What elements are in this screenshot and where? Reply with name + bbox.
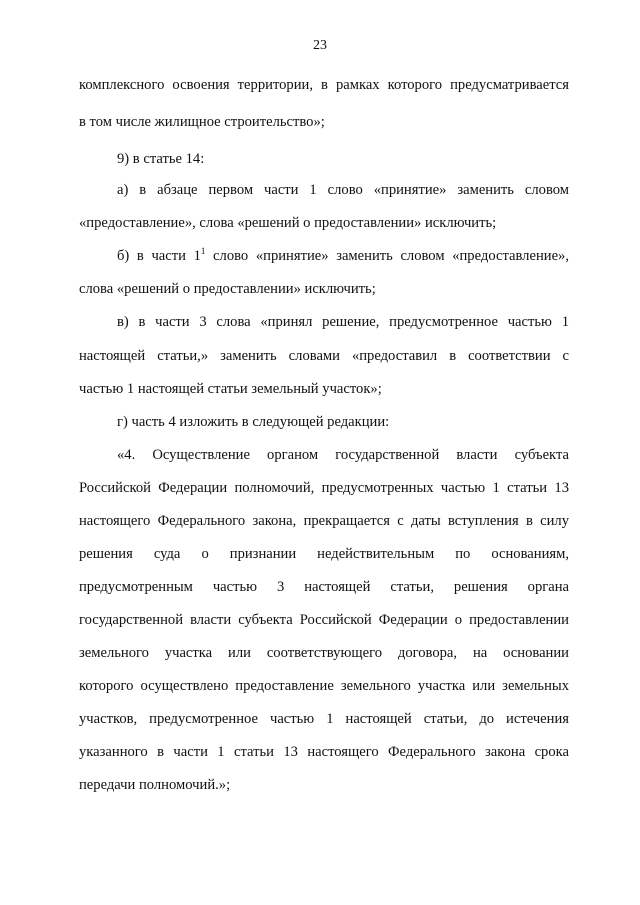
text-line: в) в части 3 слова «принял решение, предусмотренное частью 1	[117, 314, 569, 330]
text-line: а) в абзаце первом части 1 слово «принятие» заменить словом	[117, 182, 569, 198]
text-fragment: слово «принятие» заменить словом «предоставление»,	[205, 248, 569, 264]
page-number: 23	[313, 38, 327, 53]
list-item-heading: 9) в статье 14:	[117, 151, 205, 167]
text-line: указанного в части 1 статьи 13 настоящего Федерального закона срока	[79, 744, 569, 760]
text-line: участков, предусмотренное частью 1 настоящей статьи, до истечения	[79, 711, 569, 727]
text-line: «предоставление», слова «решений о предоставлении» исключить;	[79, 215, 497, 231]
text-line: частью 1 настоящей статьи земельный участок»;	[79, 381, 382, 397]
text-line: настоящего Федерального закона, прекращается с даты вступления в силу	[79, 513, 569, 529]
superscript: 1	[200, 246, 206, 257]
text-line: решения суда о признании недействительным по основаниям,	[79, 546, 569, 562]
text-fragment: б) в части 1	[117, 248, 201, 264]
text-line: в том числе жилищное строительство»;	[79, 114, 325, 130]
text-line: государственной власти субъекта Российской Федерации о предоставлении	[79, 612, 569, 628]
text-line: настоящей статьи,» заменить словами «предоставил в соответствии с	[79, 348, 569, 364]
text-line: слова «решений о предоставлении» исключить;	[79, 281, 376, 297]
text-line: г) часть 4 изложить в следующей редакции:	[117, 414, 390, 430]
text-line: Российской Федерации полномочий, предусмотренных частью 1 статьи 13	[79, 480, 569, 496]
text-line: передачи полномочий.»;	[79, 777, 231, 793]
text-line: предусмотренным частью 3 настоящей статьи, решения органа	[79, 579, 569, 595]
text-line: земельного участка или соответствующего договора, на основании	[79, 645, 569, 661]
text-line-with-superscript	[117, 247, 569, 265]
text-line: «4. Осуществление органом государственной власти субъекта	[117, 447, 569, 463]
text-line: комплексного освоения территории, в рамках которого предусматривается	[79, 77, 569, 93]
text-line: которого осуществлено предоставление земельного участка или земельных	[79, 678, 569, 694]
